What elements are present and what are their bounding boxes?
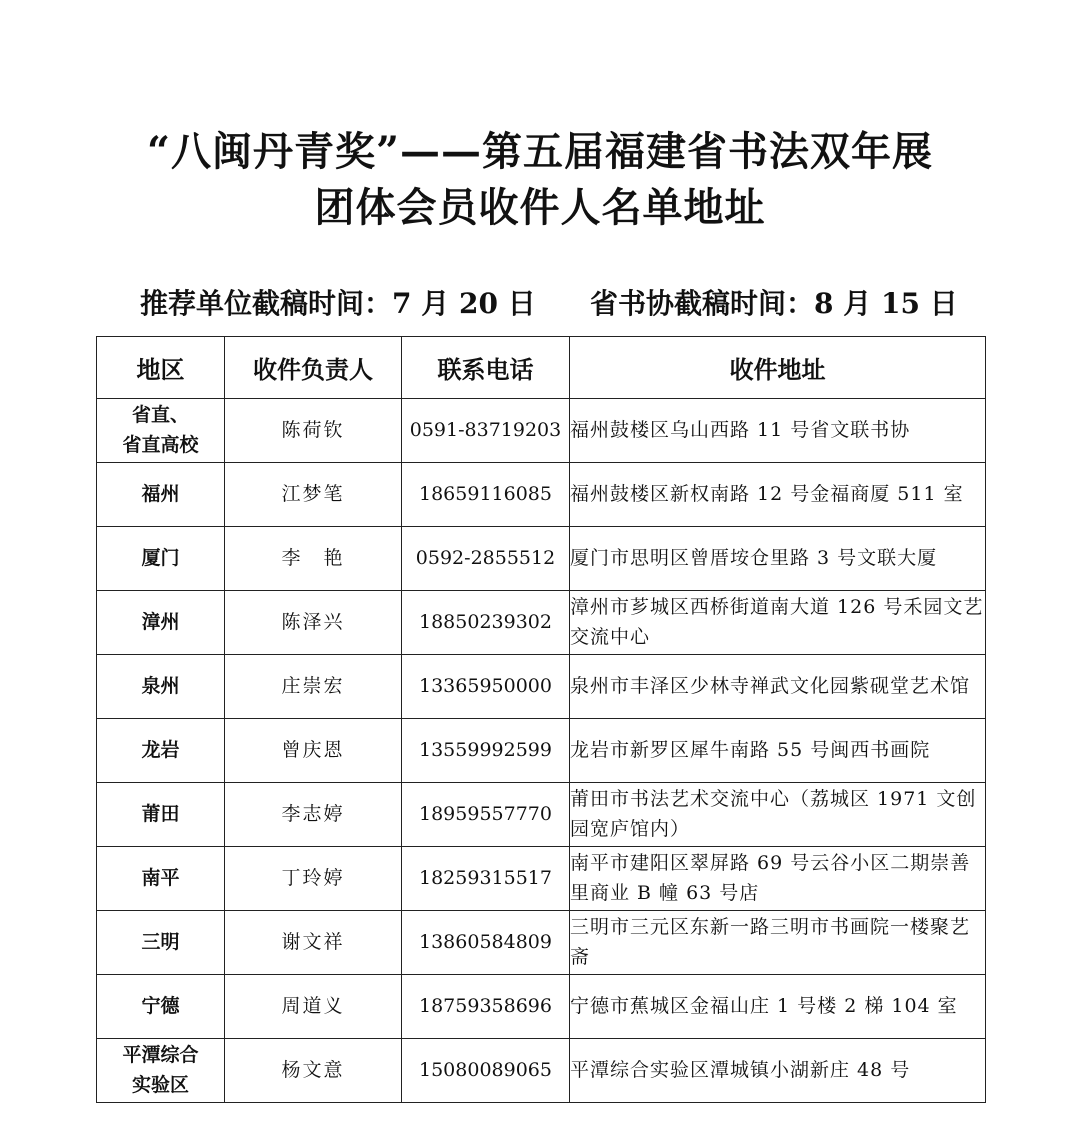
address-cell: 泉州市丰泽区少林寺禅武文化园紫砚堂艺术馆 xyxy=(570,655,986,719)
document-title-line-1: “八闽丹青奖”——第五届福建省书法双年展 xyxy=(146,128,933,175)
header-address: 收件地址 xyxy=(570,337,986,399)
region-cell: 莆田 xyxy=(97,783,225,847)
phone-cell: 18759358696 xyxy=(402,975,570,1039)
region-cell: 省直、 省直高校 xyxy=(97,399,225,463)
address-cell: 福州鼓楼区新权南路 12 号金福商厦 511 室 xyxy=(570,463,986,527)
phone-cell: 13860584809 xyxy=(402,911,570,975)
table-row xyxy=(97,719,986,783)
phone-cell: 15080089065 xyxy=(402,1039,570,1103)
header-region: 地区 xyxy=(97,337,225,399)
address-cell: 宁德市蕉城区金福山庄 1 号楼 2 梯 104 室 xyxy=(570,975,986,1039)
region-cell: 三明 xyxy=(97,911,225,975)
header-phone: 联系电话 xyxy=(402,337,570,399)
table-row xyxy=(97,463,986,527)
phone-cell: 13365950000 xyxy=(402,655,570,719)
person-cell: 杨文意 xyxy=(225,1039,402,1103)
person-cell: 江梦笔 xyxy=(225,463,402,527)
phone-cell: 18959557770 xyxy=(402,783,570,847)
address-cell: 南平市建阳区翠屏路 69 号云谷小区二期崇善里商业 B 幢 63 号店 xyxy=(570,847,986,911)
table-header-row xyxy=(97,337,986,399)
document-title-line-2: 团体会员收件人名单地址 xyxy=(314,184,766,231)
phone-cell: 18259315517 xyxy=(402,847,570,911)
phone-cell: 18659116085 xyxy=(402,463,570,527)
header-person: 收件负责人 xyxy=(225,337,402,399)
region-cell: 南平 xyxy=(97,847,225,911)
region-cell: 福州 xyxy=(97,463,225,527)
phone-cell: 18850239302 xyxy=(402,591,570,655)
table-row xyxy=(97,783,986,847)
person-cell: 曾庆恩 xyxy=(225,719,402,783)
person-cell: 谢文祥 xyxy=(225,911,402,975)
table-row xyxy=(97,591,986,655)
recommend-deadline: 推荐单位截稿时间：7 月 20 日 xyxy=(140,287,536,320)
recipient-table xyxy=(96,336,986,1103)
region-cell: 泉州 xyxy=(97,655,225,719)
region-cell: 龙岩 xyxy=(97,719,225,783)
table-row xyxy=(97,399,986,463)
address-cell: 平潭综合实验区潭城镇小湖新庄 48 号 xyxy=(570,1039,986,1103)
phone-cell: 0592-2855512 xyxy=(402,527,570,591)
person-cell: 丁玲婷 xyxy=(225,847,402,911)
address-cell: 三明市三元区东新一路三明市书画院一楼聚艺斋 xyxy=(570,911,986,975)
person-cell: 周道义 xyxy=(225,975,402,1039)
address-cell: 莆田市书法艺术交流中心（荔城区 1971 文创园宽庐馆内） xyxy=(570,783,986,847)
table-row xyxy=(97,655,986,719)
person-cell: 李 艳 xyxy=(225,527,402,591)
table-row xyxy=(97,527,986,591)
table-row xyxy=(97,911,986,975)
person-cell: 庄崇宏 xyxy=(225,655,402,719)
region-cell: 厦门 xyxy=(97,527,225,591)
person-cell: 陈荷钦 xyxy=(225,399,402,463)
phone-cell: 0591-83719203 xyxy=(402,399,570,463)
address-cell: 龙岩市新罗区犀牛南路 55 号闽西书画院 xyxy=(570,719,986,783)
table-row xyxy=(97,1039,986,1103)
phone-cell: 13559992599 xyxy=(402,719,570,783)
person-cell: 李志婷 xyxy=(225,783,402,847)
table-row xyxy=(97,847,986,911)
address-cell: 厦门市思明区曾厝垵仓里路 3 号文联大厦 xyxy=(570,527,986,591)
person-cell: 陈泽兴 xyxy=(225,591,402,655)
address-cell: 福州鼓楼区乌山西路 11 号省文联书协 xyxy=(570,399,986,463)
region-cell: 漳州 xyxy=(97,591,225,655)
region-cell: 平潭综合 实验区 xyxy=(97,1039,225,1103)
table-row xyxy=(97,975,986,1039)
address-cell: 漳州市芗城区西桥街道南大道 126 号禾园文艺交流中心 xyxy=(570,591,986,655)
region-cell: 宁德 xyxy=(97,975,225,1039)
association-deadline: 省书协截稿时间：8 月 15 日 xyxy=(590,287,958,320)
